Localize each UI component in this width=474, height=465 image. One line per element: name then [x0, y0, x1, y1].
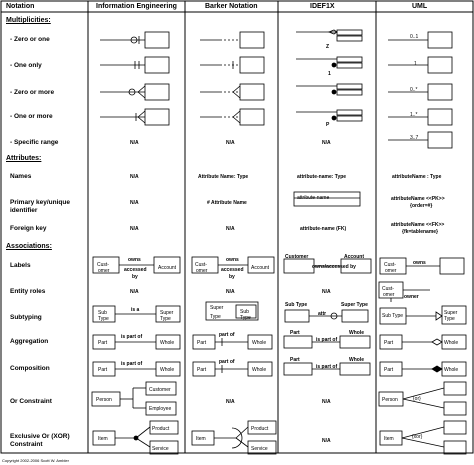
uml-pk-1: attributeName <<PK>>: [391, 196, 445, 202]
row-xor-1: Exclusive Or (XOR): [10, 433, 70, 440]
ie-service: Service: [152, 446, 169, 452]
ie-cust: Cust-: [97, 262, 109, 268]
barker-mult-box-0: [240, 32, 264, 48]
ie-person: Person: [96, 397, 112, 403]
uml-owner: owner: [404, 294, 419, 300]
ie-super: Super: [160, 310, 174, 316]
uml-mult-box-2: [428, 84, 452, 100]
uml-xor-box-top: [444, 421, 466, 434]
ie-is-a: is a: [131, 307, 140, 313]
barker-omer: omer: [196, 268, 208, 274]
ie-part-agg: Part: [98, 340, 108, 346]
idef-whole-comp-box: [340, 363, 370, 375]
uml-fk-1: attributeName <<FK>>: [391, 222, 445, 228]
barker-part-agg: Part: [197, 340, 207, 346]
uml-item: Item: [384, 436, 394, 442]
uml-person: Person: [382, 397, 398, 403]
na-ie-range: N/A: [130, 140, 139, 146]
uml-or-line-bottom: [403, 399, 444, 408]
row-zero-or-more: - Zero or more: [10, 89, 55, 96]
na-idef-xor: N/A: [322, 438, 331, 444]
uml-sub-type: Sub Type: [382, 313, 404, 319]
section-attributes: Attributes:: [6, 155, 42, 162]
na-barker-fk: N/A: [226, 226, 235, 232]
idef-one-label: 1: [328, 71, 331, 77]
uml-one: 1: [414, 61, 417, 67]
barker-super-type: Type: [210, 314, 221, 320]
idef-one-dot: [332, 63, 336, 67]
barker-part-of-comp: part of: [219, 359, 235, 365]
ie-item: Item: [98, 436, 108, 442]
idef-mult-box-b-0: [337, 36, 362, 41]
na-barker-or: N/A: [226, 399, 235, 405]
uml-or-line-top: [403, 388, 444, 399]
row-entity-roles: Entity roles: [10, 288, 46, 295]
barker-mult-box-2: [240, 84, 264, 100]
ie-crow-2b: [138, 117, 145, 123]
idef-attr: attr: [318, 311, 327, 317]
idef-p-label: P: [326, 122, 330, 128]
idef-super-type: Super Type: [341, 302, 368, 308]
header-uml: UML: [412, 3, 428, 10]
barker-by: by: [229, 274, 235, 280]
barker-part-of-agg: part of: [219, 332, 235, 338]
barker-sub-type: Type: [240, 315, 251, 321]
ie-crow-1a: [138, 86, 145, 92]
header-notation: Notation: [6, 3, 35, 10]
na-ie-fk: N/A: [130, 226, 139, 232]
idef-zero-more-dot: [332, 90, 336, 94]
idef-mult-box-b-1: [337, 63, 362, 68]
uml-xor-line-bottom: [402, 438, 444, 447]
ie-mult-box-2: [145, 84, 169, 100]
ie-is-part-of-agg: is part of: [121, 334, 143, 340]
ie-crow-2a: [138, 111, 145, 117]
na-ie-names: N/A: [130, 174, 139, 180]
uml-pk-2: {order=#}: [410, 203, 433, 209]
uml-roles-omer: omer: [383, 292, 395, 298]
barker-service: Service: [251, 446, 268, 452]
idef-mult-box-a-1: [337, 57, 362, 62]
idef-mult-box-b-2: [337, 90, 362, 95]
row-aggregation: Aggregation: [10, 338, 49, 345]
barker-accessed: accessed: [221, 267, 244, 273]
row-primary-key-1: Primary key/unique: [10, 199, 70, 206]
na-idef-or: N/A: [322, 399, 331, 405]
uml-cust: Cust-: [384, 262, 396, 268]
barker-mult-box-1: [240, 57, 264, 73]
idef-mult-box-a-0: [337, 30, 362, 35]
idef-mult-box-a-3: [337, 110, 362, 115]
idef-super-box: [342, 310, 368, 322]
idef-one-more-dot: [332, 116, 336, 120]
idef-part-agg: Part: [290, 330, 300, 336]
ie-xor-bottom: [136, 438, 150, 447]
idef-mult-box-a-2: [337, 84, 362, 89]
na-barker-range: N/A: [226, 140, 235, 146]
uml-mult-box-3: [428, 109, 452, 125]
row-xor-2: Constraint: [10, 441, 43, 448]
barker-crow-2a: [233, 111, 240, 117]
uml-roles-cust: Cust-: [382, 286, 394, 292]
ie-product: Product: [152, 426, 170, 432]
idef-attr-name-type: attribute-name: Type: [297, 174, 347, 180]
idef-is-part-of-agg: is part of: [316, 337, 338, 343]
header-barker-notation: Barker Notation: [205, 3, 258, 10]
ie-is-part-of-comp: is part of: [121, 361, 143, 367]
ie-whole-agg: Whole: [160, 340, 175, 346]
uml-whole-agg: Whole: [444, 340, 459, 346]
uml-omer: omer: [385, 268, 397, 274]
uml-xor-box-bottom: [444, 441, 466, 454]
uml-owns: owns: [413, 260, 426, 266]
row-one-only: - One only: [10, 62, 42, 69]
row-zero-or-one: - Zero or one: [10, 36, 50, 43]
ie-mult-box-1: [145, 57, 169, 73]
section-multiplicities: Multiplicities:: [6, 17, 51, 24]
idef-z-label: Z: [326, 44, 330, 50]
idef-part-agg-box: [284, 336, 312, 348]
row-or-constraint: Or Constraint: [10, 398, 52, 405]
ie-part-comp: Part: [98, 367, 108, 373]
header-idef1x: IDEF1X: [310, 3, 335, 10]
na-idef-roles: N/A: [322, 289, 331, 295]
ie-omer: omer: [98, 268, 110, 274]
barker-crow-1b: [233, 92, 240, 98]
uml-or-box-top: [444, 382, 466, 395]
na-idef-range: N/A: [322, 140, 331, 146]
ie-sub-type: Type: [98, 316, 109, 322]
barker-product: Product: [251, 426, 269, 432]
barker-super: Super: [210, 305, 224, 311]
uml-part-comp: Part: [384, 367, 394, 373]
idef-is-part-of-comp: is part of: [316, 364, 338, 370]
uml-or: {or}: [413, 396, 421, 402]
ie-crow-1b: [138, 92, 145, 98]
ie-sub: Sub: [98, 310, 107, 316]
ie-whole-comp: Whole: [160, 367, 175, 373]
barker-mult-box-3: [240, 109, 264, 125]
ie-employee: Employee: [149, 406, 172, 412]
row-one-or-more: - One or more: [10, 113, 53, 120]
ie-mult-box-0: [145, 32, 169, 48]
ie-mult-box-3: [145, 109, 169, 125]
uml-gen-arrow: [436, 312, 442, 320]
idef-part-comp: Part: [290, 357, 300, 363]
barker-owns: owns: [226, 257, 239, 263]
uml-mult-box-0: [428, 32, 452, 48]
idef-sub-type: Sub Type: [285, 302, 308, 308]
idef-whole-agg-box: [340, 336, 370, 348]
uml-mult-box-4: [428, 132, 452, 148]
barker-whole-comp: Whole: [252, 367, 267, 373]
uml-one-star: 1..*: [410, 112, 418, 118]
barker-account: Account: [251, 265, 270, 271]
uml-zero-star: 0..*: [410, 87, 418, 93]
idef-attribute-name: attribute-name: [297, 195, 330, 201]
barker-sub: Sub: [240, 309, 249, 315]
ie-super-type: Type: [160, 316, 171, 322]
idef-whole-agg: Whole: [349, 330, 364, 336]
uml-xor-line-top: [402, 427, 444, 438]
barker-crow-2b: [233, 117, 240, 123]
uml-fk-2: {fk=tablename}: [402, 229, 438, 235]
idef-customer: Customer: [285, 254, 309, 260]
barker-pk: # Attribute Name: [207, 200, 247, 206]
idef-whole-comp: Whole: [349, 357, 364, 363]
uml-mult-box-1: [428, 57, 452, 73]
row-subtyping: Subtyping: [10, 314, 42, 321]
row-composition: Composition: [10, 365, 50, 372]
uml-whole-comp: Whole: [444, 367, 459, 373]
barker-part-comp: Part: [197, 367, 207, 373]
uml-range: 3..7: [410, 135, 419, 141]
ie-accessed: accessed: [124, 267, 147, 273]
barker-whole-agg: Whole: [252, 340, 267, 346]
ie-account: Account: [158, 265, 177, 271]
na-barker-roles: N/A: [226, 289, 235, 295]
row-specific-range: - Specific range: [10, 139, 59, 146]
barker-attr-name-type: Attribute Name: Type: [198, 174, 249, 180]
uml-xor: {xor}: [412, 434, 423, 440]
ie-by: by: [132, 274, 138, 280]
ie-owns: owns: [128, 257, 141, 263]
uml-part-agg: Part: [384, 340, 394, 346]
header-information-engineering: Information Engineering: [96, 3, 177, 10]
copyright: Copyright 2002-2006 Scott W. Ambler: [2, 458, 69, 463]
idef-cust-box: [284, 259, 314, 273]
idef-part-comp-box: [284, 363, 312, 375]
uml-super: Super: [444, 310, 458, 316]
uml-other-box: [440, 258, 464, 274]
idef-owns-accessed: owns/accessed by: [312, 264, 356, 270]
idef-sub-box: [285, 310, 309, 322]
uml-or-box-bottom: [444, 402, 466, 415]
row-primary-key-2: identifier: [10, 207, 38, 214]
idef-account: Account: [344, 254, 364, 260]
idef-mult-box-b-3: [337, 116, 362, 121]
barker-item: Item: [196, 436, 206, 442]
row-labels: Labels: [10, 262, 31, 269]
uml-agg-diamond: [432, 339, 442, 345]
uml-zero-one: 0..1: [410, 34, 419, 40]
row-names: Names: [10, 173, 32, 180]
uml-comp-diamond: [432, 366, 442, 372]
barker-cust: Cust-: [195, 262, 207, 268]
row-foreign-key: Foreign key: [10, 225, 47, 232]
barker-crow-1a: [233, 86, 240, 92]
idef-attr-fk: attribute-name (FK): [300, 226, 347, 232]
na-ie-pk: N/A: [130, 200, 139, 206]
ie-xor-top: [136, 427, 150, 438]
section-associations: Associations:: [6, 243, 52, 250]
uml-attr-name-type: attributeName : Type: [392, 174, 442, 180]
uml-type: Type: [444, 316, 455, 322]
ie-customer: Customer: [149, 387, 171, 393]
na-ie-roles: N/A: [130, 289, 139, 295]
